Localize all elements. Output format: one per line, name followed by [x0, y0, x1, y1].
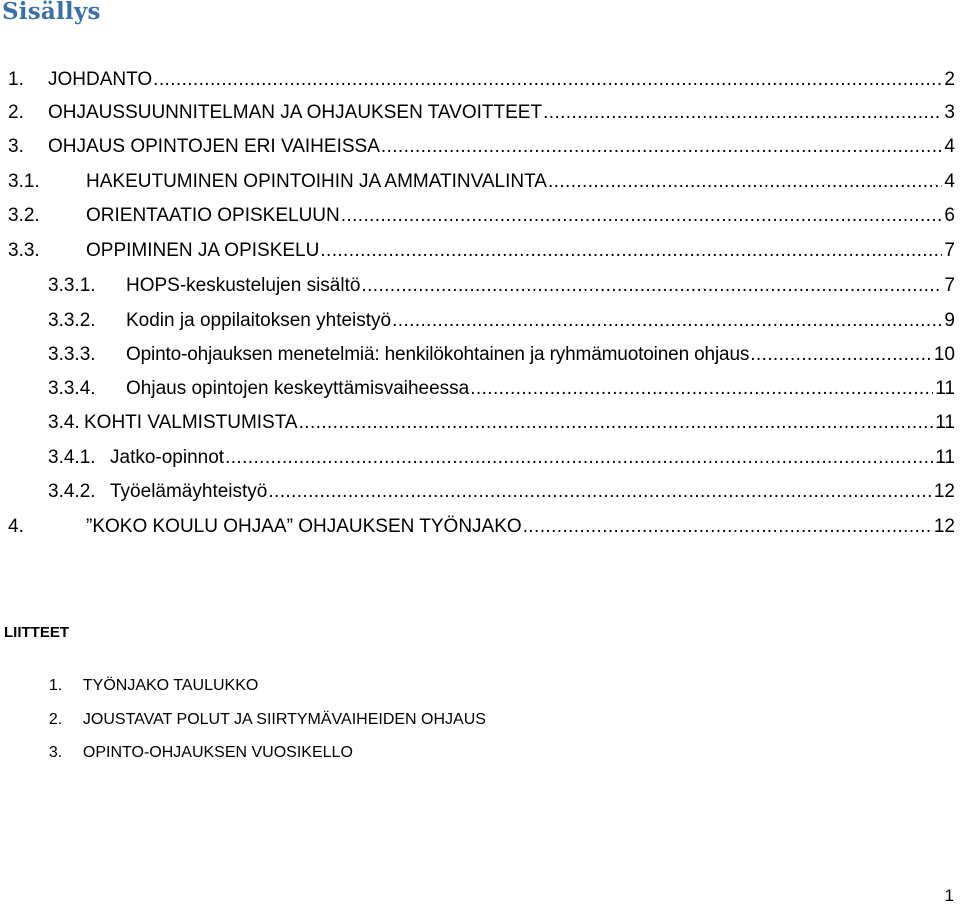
toc-entry-number: 3.3.	[8, 240, 40, 261]
toc-entry[interactable]	[48, 411, 955, 435]
toc-entry-page: 11	[935, 378, 955, 399]
toc-entry[interactable]	[48, 377, 955, 401]
toc-leader-dots	[341, 204, 943, 228]
toc-entry-page: 12	[933, 516, 955, 537]
toc-leader-dots	[750, 343, 932, 367]
appendix-number: 1.	[48, 677, 63, 694]
toc-entry-number: 3.4.2.	[48, 481, 96, 502]
toc-entry-page: 9	[944, 310, 955, 331]
appendix-title: TYÖNJAKO TAULUKKO	[82, 677, 259, 694]
toc-entry-title: Jatko-opinnot	[110, 447, 225, 468]
toc-entry-title: KOHTI VALMISTUMISTA	[84, 412, 298, 433]
toc-entry-title: JOHDANTO	[48, 69, 153, 90]
toc-entry[interactable]	[48, 274, 955, 298]
toc-entry-page: 2	[944, 69, 955, 90]
toc-entry-title: Kodin ja oppilaitoksen yhteistyö	[126, 310, 392, 331]
toc-entry[interactable]	[48, 343, 955, 367]
toc-entry-title: HOPS-keskustelujen sisältö	[126, 275, 361, 296]
appendices-title: LIITTEET	[4, 624, 69, 641]
toc-entry[interactable]	[48, 480, 955, 504]
toc-entry-number: 2.	[8, 102, 24, 123]
toc-leader-dots	[523, 515, 932, 539]
page-heading: Sisällys	[2, 0, 101, 25]
toc-entry[interactable]	[8, 68, 955, 92]
toc-entry-page: 10	[933, 344, 955, 365]
appendix-title: JOUSTAVAT POLUT JA SIIRTYMÄVAIHEIDEN OHJAUS	[82, 711, 486, 728]
toc-entry-title: Työelämäyhteistyö	[110, 481, 268, 502]
toc-leader-dots	[225, 446, 933, 470]
toc-entry-page: 12	[933, 481, 955, 502]
toc-entry[interactable]	[48, 446, 955, 470]
toc-entry-page: 7	[944, 275, 955, 296]
appendix-title: OPINTO-OHJAUKSEN VUOSIKELLO	[82, 744, 353, 761]
appendix-number: 2.	[48, 711, 63, 728]
toc-entry-page: 11	[935, 412, 955, 433]
toc-entry[interactable]	[8, 101, 955, 125]
toc-leader-dots	[470, 377, 933, 401]
appendix-item[interactable]	[40, 723, 353, 763]
toc-entry-title: HAKEUTUMINEN OPINTOIHIN JA AMMATINVALINTA	[86, 171, 547, 192]
toc-entry[interactable]	[48, 309, 955, 333]
toc-entry-title: OHJAUS OPINTOJEN ERI VAIHEISSA	[48, 136, 380, 157]
toc-entry-number: 3.1.	[8, 171, 40, 192]
toc-leader-dots	[548, 170, 942, 194]
toc-entry-title: OPPIMINEN JA OPISKELU	[86, 240, 320, 261]
toc-entry-number: 3.3.4.	[48, 378, 96, 399]
toc-entry[interactable]	[8, 170, 955, 194]
toc-entry-number: 1.	[8, 69, 24, 90]
toc-entry[interactable]	[8, 135, 955, 159]
toc-entry-page: 7	[944, 240, 955, 261]
toc-entry[interactable]	[8, 515, 955, 539]
toc-entry[interactable]	[8, 204, 955, 228]
toc-entry-page: 4	[944, 171, 955, 192]
appendix-number: 3.	[48, 744, 63, 761]
toc-entry-number: 4.	[8, 516, 24, 537]
toc-entry-number: 3.3.3.	[48, 344, 96, 365]
toc-entry-title: Opinto-ohjauksen menetelmiä: henkilökohtainen ja ryhmämuotoinen ohjaus	[126, 344, 750, 365]
toc-entry-number: 3.4.1.	[48, 447, 96, 468]
toc-entry-title: ”KOKO KOULU OHJAA” OHJAUKSEN TYÖNJAKO	[86, 516, 522, 537]
toc-leader-dots	[268, 480, 932, 504]
toc-entry-title: OHJAUSSUUNNITELMAN JA OHJAUKSEN TAVOITTEET	[48, 102, 543, 123]
page-number: 1	[944, 886, 954, 905]
toc-entry-page: 6	[944, 205, 955, 226]
toc-entry-title: Ohjaus opintojen keskeyttämisvaiheessa	[126, 378, 470, 399]
toc-entry-number: 3.4.	[48, 412, 80, 433]
toc-entry-page: 3	[944, 102, 955, 123]
toc-leader-dots	[361, 274, 942, 298]
toc-entry-number: 3.	[8, 136, 24, 157]
toc-entry-title: ORIENTAATIO OPISKELUUN	[86, 205, 340, 226]
toc-leader-dots	[392, 309, 942, 333]
toc-entry-number: 3.2.	[8, 205, 40, 226]
toc-leader-dots	[543, 101, 942, 125]
toc-entry-number: 3.3.1.	[48, 275, 96, 296]
toc-entry-number: 3.3.2.	[48, 310, 96, 331]
toc-leader-dots	[320, 239, 942, 263]
toc-leader-dots	[381, 135, 943, 159]
toc-leader-dots	[299, 411, 934, 435]
toc-leader-dots	[153, 68, 942, 92]
toc-entry-page: 11	[935, 447, 955, 468]
toc-entry[interactable]	[8, 239, 955, 263]
toc-entry-page: 4	[944, 136, 955, 157]
